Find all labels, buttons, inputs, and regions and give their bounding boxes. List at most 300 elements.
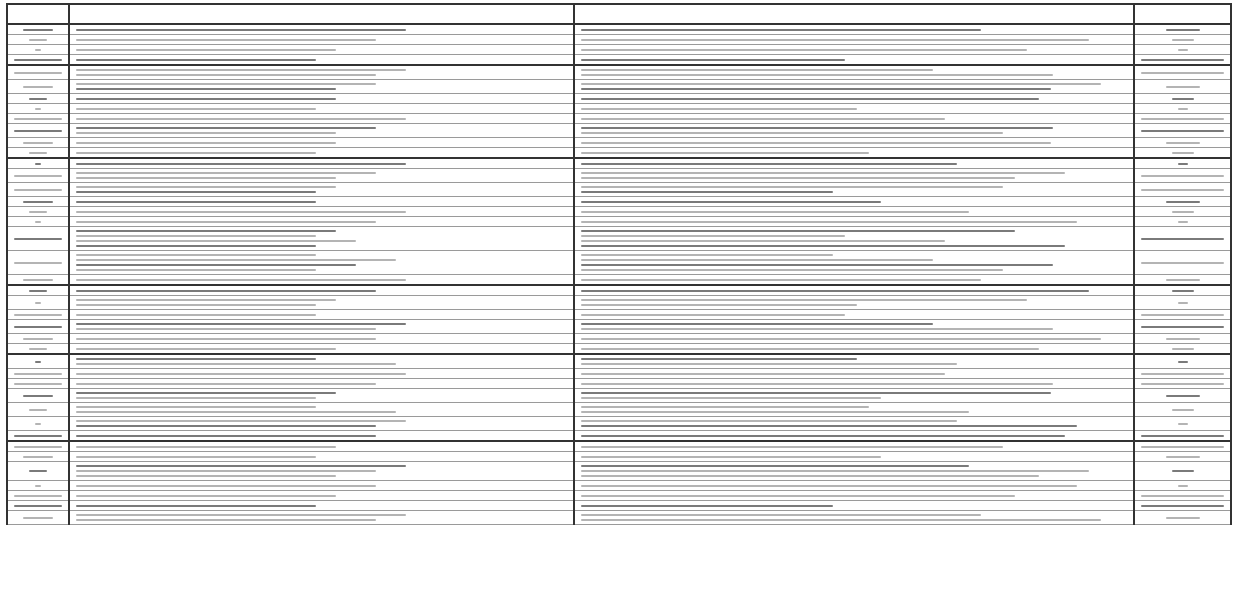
illegible-text-stroke xyxy=(29,39,47,41)
illegible-text-stroke xyxy=(14,175,62,177)
cell-code xyxy=(7,389,69,403)
illegible-text-stroke xyxy=(23,338,53,340)
cell-code xyxy=(7,275,69,286)
illegible-text-stroke xyxy=(581,514,981,516)
illegible-text-stroke xyxy=(581,397,881,399)
illegible-text-stroke xyxy=(76,245,316,247)
table-row xyxy=(7,169,1231,183)
cell-description xyxy=(69,452,574,462)
illegible-text-stroke xyxy=(76,69,406,71)
cell-description xyxy=(69,296,574,310)
illegible-text-stroke xyxy=(23,395,53,397)
cell-description xyxy=(69,169,574,183)
table-body xyxy=(7,24,1231,525)
cell-code xyxy=(7,251,69,275)
illegible-text-stroke xyxy=(581,495,1015,497)
cell-notes xyxy=(574,55,1134,66)
table-row xyxy=(7,344,1231,355)
illegible-text-stroke xyxy=(35,221,41,223)
cell-value xyxy=(1134,114,1231,124)
cell-value xyxy=(1134,275,1231,286)
cell-code xyxy=(7,310,69,320)
table-row xyxy=(7,24,1231,35)
illegible-text-stroke xyxy=(76,470,376,472)
illegible-text-stroke xyxy=(14,314,62,316)
illegible-text-stroke xyxy=(581,132,1003,134)
illegible-text-stroke xyxy=(76,211,406,213)
cell-code xyxy=(7,158,69,169)
illegible-text-stroke xyxy=(581,470,1089,472)
illegible-text-stroke xyxy=(76,495,336,497)
illegible-text-stroke xyxy=(76,435,376,437)
illegible-text-stroke xyxy=(1141,314,1224,316)
cell-code xyxy=(7,94,69,104)
cell-notes xyxy=(574,462,1134,481)
cell-code xyxy=(7,104,69,114)
table-row xyxy=(7,138,1231,148)
illegible-text-stroke xyxy=(581,279,981,281)
cell-notes xyxy=(574,197,1134,207)
illegible-text-stroke xyxy=(581,314,845,316)
cell-value xyxy=(1134,334,1231,344)
table-row xyxy=(7,227,1231,251)
table-row xyxy=(7,379,1231,389)
table-row xyxy=(7,310,1231,320)
illegible-text-stroke xyxy=(1141,495,1224,497)
cell-code xyxy=(7,35,69,45)
illegible-text-stroke xyxy=(29,152,47,154)
cell-value xyxy=(1134,138,1231,148)
illegible-text-stroke xyxy=(76,425,376,427)
cell-description xyxy=(69,275,574,286)
illegible-text-stroke xyxy=(76,127,376,129)
illegible-text-stroke xyxy=(1166,456,1200,458)
illegible-text-stroke xyxy=(1141,238,1224,240)
cell-description xyxy=(69,431,574,442)
illegible-text-stroke xyxy=(76,132,336,134)
cell-notes xyxy=(574,158,1134,169)
cell-description xyxy=(69,104,574,114)
cell-value xyxy=(1134,227,1231,251)
illegible-text-stroke xyxy=(23,456,53,458)
cell-value xyxy=(1134,251,1231,275)
cell-code xyxy=(7,80,69,94)
table-row xyxy=(7,389,1231,403)
illegible-text-stroke xyxy=(76,191,316,193)
cell-code xyxy=(7,441,69,452)
cell-notes xyxy=(574,227,1134,251)
cell-value xyxy=(1134,403,1231,417)
cell-value xyxy=(1134,354,1231,369)
cell-value xyxy=(1134,158,1231,169)
illegible-text-stroke xyxy=(581,299,1027,301)
cell-description xyxy=(69,389,574,403)
illegible-text-stroke xyxy=(29,98,47,100)
table-row xyxy=(7,197,1231,207)
illegible-text-stroke xyxy=(581,323,933,325)
data-table xyxy=(6,3,1232,525)
illegible-text-stroke xyxy=(76,373,406,375)
illegible-text-stroke xyxy=(14,383,62,385)
illegible-text-stroke xyxy=(76,172,376,174)
cell-description xyxy=(69,501,574,511)
illegible-text-stroke xyxy=(14,326,62,328)
illegible-text-stroke xyxy=(23,29,53,31)
cell-code xyxy=(7,207,69,217)
illegible-text-stroke xyxy=(1172,470,1194,472)
table-row xyxy=(7,124,1231,138)
cell-notes xyxy=(574,389,1134,403)
cell-value xyxy=(1134,169,1231,183)
illegible-text-stroke xyxy=(581,69,933,71)
illegible-text-stroke xyxy=(76,118,406,120)
illegible-text-stroke xyxy=(581,201,881,203)
cell-notes xyxy=(574,217,1134,227)
illegible-text-stroke xyxy=(76,39,376,41)
cell-value xyxy=(1134,379,1231,389)
illegible-text-stroke xyxy=(1172,98,1194,100)
cell-notes xyxy=(574,417,1134,431)
illegible-text-stroke xyxy=(76,163,406,165)
illegible-text-stroke xyxy=(581,328,1053,330)
cell-code xyxy=(7,481,69,491)
cell-code xyxy=(7,334,69,344)
illegible-text-stroke xyxy=(1141,189,1224,191)
cell-description xyxy=(69,251,574,275)
illegible-text-stroke xyxy=(76,254,316,256)
illegible-text-stroke xyxy=(76,475,336,477)
illegible-text-stroke xyxy=(76,83,376,85)
cell-value xyxy=(1134,148,1231,159)
illegible-text-stroke xyxy=(581,348,1039,350)
cell-code xyxy=(7,45,69,55)
illegible-text-stroke xyxy=(76,514,406,516)
illegible-text-stroke xyxy=(14,118,62,120)
illegible-text-stroke xyxy=(76,88,336,90)
illegible-text-stroke xyxy=(1172,39,1194,41)
cell-description xyxy=(69,197,574,207)
cell-code xyxy=(7,320,69,334)
cell-code xyxy=(7,114,69,124)
illegible-text-stroke xyxy=(581,269,1003,271)
illegible-text-stroke xyxy=(1178,221,1188,223)
illegible-text-stroke xyxy=(76,519,376,521)
cell-description xyxy=(69,183,574,197)
cell-code xyxy=(7,379,69,389)
illegible-text-stroke xyxy=(581,338,1101,340)
illegible-text-stroke xyxy=(35,108,41,110)
illegible-text-stroke xyxy=(1166,517,1200,519)
cell-notes xyxy=(574,35,1134,45)
illegible-text-stroke xyxy=(76,304,316,306)
illegible-text-stroke xyxy=(29,348,47,350)
illegible-text-stroke xyxy=(1141,383,1224,385)
cell-notes xyxy=(574,344,1134,355)
cell-value xyxy=(1134,296,1231,310)
cell-code xyxy=(7,501,69,511)
table-row xyxy=(7,275,1231,286)
illegible-text-stroke xyxy=(581,505,833,507)
table-row xyxy=(7,148,1231,159)
illegible-text-stroke xyxy=(581,245,1065,247)
illegible-text-stroke xyxy=(581,230,1015,232)
cell-value xyxy=(1134,389,1231,403)
illegible-text-stroke xyxy=(581,358,857,360)
table-row xyxy=(7,296,1231,310)
table-row xyxy=(7,462,1231,481)
cell-value xyxy=(1134,124,1231,138)
illegible-text-stroke xyxy=(1141,435,1224,437)
illegible-text-stroke xyxy=(581,108,857,110)
illegible-text-stroke xyxy=(1172,152,1194,154)
cell-value xyxy=(1134,491,1231,501)
illegible-text-stroke xyxy=(14,72,62,74)
cell-notes xyxy=(574,148,1134,159)
cell-notes xyxy=(574,94,1134,104)
illegible-text-stroke xyxy=(581,172,1065,174)
table-row xyxy=(7,481,1231,491)
cell-description xyxy=(69,148,574,159)
cell-description xyxy=(69,481,574,491)
cell-value xyxy=(1134,285,1231,296)
illegible-text-stroke xyxy=(76,323,406,325)
cell-notes xyxy=(574,65,1134,80)
cell-description xyxy=(69,403,574,417)
table-row xyxy=(7,251,1231,275)
illegible-text-stroke xyxy=(23,86,53,88)
cell-value xyxy=(1134,104,1231,114)
illegible-text-stroke xyxy=(35,423,41,425)
cell-notes xyxy=(574,334,1134,344)
illegible-text-stroke xyxy=(1141,505,1224,507)
illegible-text-stroke xyxy=(76,383,376,385)
illegible-text-stroke xyxy=(1178,423,1188,425)
cell-description xyxy=(69,114,574,124)
table-row xyxy=(7,491,1231,501)
cell-code xyxy=(7,344,69,355)
table-row xyxy=(7,114,1231,124)
illegible-text-stroke xyxy=(76,338,376,340)
table-row xyxy=(7,511,1231,525)
illegible-text-stroke xyxy=(581,186,1003,188)
cell-notes xyxy=(574,275,1134,286)
illegible-text-stroke xyxy=(76,505,316,507)
illegible-text-stroke xyxy=(76,314,316,316)
cell-code xyxy=(7,65,69,80)
illegible-text-stroke xyxy=(1178,485,1188,487)
illegible-text-stroke xyxy=(1166,142,1200,144)
cell-notes xyxy=(574,45,1134,55)
illegible-text-stroke xyxy=(14,446,62,448)
illegible-text-stroke xyxy=(581,152,869,154)
illegible-text-stroke xyxy=(581,406,869,408)
illegible-text-stroke xyxy=(14,373,62,375)
cell-description xyxy=(69,441,574,452)
cell-code xyxy=(7,227,69,251)
cell-notes xyxy=(574,320,1134,334)
cell-code xyxy=(7,285,69,296)
cell-code xyxy=(7,138,69,148)
illegible-text-stroke xyxy=(581,373,945,375)
illegible-text-stroke xyxy=(1178,302,1188,304)
cell-description xyxy=(69,94,574,104)
cell-code xyxy=(7,462,69,481)
illegible-text-stroke xyxy=(76,177,336,179)
cell-value xyxy=(1134,80,1231,94)
illegible-text-stroke xyxy=(581,435,1065,437)
illegible-text-stroke xyxy=(76,279,406,281)
illegible-text-stroke xyxy=(1166,338,1200,340)
illegible-text-stroke xyxy=(76,456,316,458)
illegible-text-stroke xyxy=(76,230,336,232)
table-row xyxy=(7,452,1231,462)
illegible-text-stroke xyxy=(23,142,53,144)
illegible-text-stroke xyxy=(581,363,957,365)
table-row xyxy=(7,354,1231,369)
cell-notes xyxy=(574,431,1134,442)
illegible-text-stroke xyxy=(14,130,62,132)
illegible-text-stroke xyxy=(581,142,1051,144)
illegible-text-stroke xyxy=(76,29,406,31)
illegible-text-stroke xyxy=(76,240,356,242)
illegible-text-stroke xyxy=(581,240,945,242)
cell-notes xyxy=(574,296,1134,310)
cell-description xyxy=(69,227,574,251)
illegible-text-stroke xyxy=(76,299,336,301)
cell-code xyxy=(7,296,69,310)
illegible-text-stroke xyxy=(581,29,981,31)
cell-notes xyxy=(574,183,1134,197)
illegible-text-stroke xyxy=(76,108,316,110)
table-row xyxy=(7,285,1231,296)
cell-notes xyxy=(574,481,1134,491)
cell-notes xyxy=(574,169,1134,183)
illegible-text-stroke xyxy=(581,383,1053,385)
cell-code xyxy=(7,511,69,525)
illegible-text-stroke xyxy=(76,74,376,76)
illegible-text-stroke xyxy=(581,177,1015,179)
illegible-text-stroke xyxy=(1141,262,1224,264)
cell-value xyxy=(1134,462,1231,481)
table-row xyxy=(7,45,1231,55)
cell-description xyxy=(69,207,574,217)
cell-value xyxy=(1134,431,1231,442)
illegible-text-stroke xyxy=(76,446,336,448)
cell-code xyxy=(7,491,69,501)
illegible-text-stroke xyxy=(1172,211,1194,213)
cell-notes xyxy=(574,441,1134,452)
header-notes xyxy=(574,4,1134,24)
illegible-text-stroke xyxy=(29,211,47,213)
cell-description xyxy=(69,124,574,138)
cell-code xyxy=(7,169,69,183)
illegible-text-stroke xyxy=(76,59,316,61)
illegible-text-stroke xyxy=(1166,86,1200,88)
illegible-text-stroke xyxy=(35,361,41,363)
illegible-text-stroke xyxy=(35,485,41,487)
table-row xyxy=(7,158,1231,169)
illegible-text-stroke xyxy=(76,259,396,261)
cell-description xyxy=(69,379,574,389)
illegible-text-stroke xyxy=(14,495,62,497)
cell-value xyxy=(1134,35,1231,45)
illegible-text-stroke xyxy=(581,59,845,61)
cell-notes xyxy=(574,207,1134,217)
table-row xyxy=(7,369,1231,379)
illegible-text-stroke xyxy=(1178,49,1188,51)
illegible-text-stroke xyxy=(76,406,316,408)
illegible-text-stroke xyxy=(581,221,1077,223)
illegible-text-stroke xyxy=(14,59,62,61)
illegible-text-stroke xyxy=(581,254,833,256)
illegible-text-stroke xyxy=(581,235,845,237)
illegible-text-stroke xyxy=(581,411,969,413)
cell-description xyxy=(69,310,574,320)
illegible-text-stroke xyxy=(14,505,62,507)
cell-notes xyxy=(574,80,1134,94)
illegible-text-stroke xyxy=(76,98,336,100)
illegible-text-stroke xyxy=(76,465,406,467)
cell-notes xyxy=(574,24,1134,35)
table-row xyxy=(7,35,1231,45)
table-header xyxy=(7,4,1231,24)
table-row xyxy=(7,183,1231,197)
illegible-text-stroke xyxy=(1141,59,1224,61)
illegible-text-stroke xyxy=(35,49,41,51)
cell-notes xyxy=(574,369,1134,379)
illegible-text-stroke xyxy=(76,142,336,144)
illegible-text-stroke xyxy=(581,485,1077,487)
illegible-text-stroke xyxy=(76,358,316,360)
header-row xyxy=(7,4,1231,24)
illegible-text-stroke xyxy=(1166,201,1200,203)
cell-description xyxy=(69,417,574,431)
illegible-text-stroke xyxy=(29,470,47,472)
illegible-text-stroke xyxy=(581,88,1051,90)
illegible-text-stroke xyxy=(76,186,336,188)
cell-value xyxy=(1134,197,1231,207)
illegible-text-stroke xyxy=(581,456,881,458)
cell-value xyxy=(1134,452,1231,462)
illegible-text-stroke xyxy=(581,83,1101,85)
cell-notes xyxy=(574,452,1134,462)
cell-description xyxy=(69,24,574,35)
cell-notes xyxy=(574,501,1134,511)
illegible-text-stroke xyxy=(581,446,1003,448)
cell-code xyxy=(7,55,69,66)
illegible-text-stroke xyxy=(76,201,316,203)
illegible-text-stroke xyxy=(581,49,1027,51)
illegible-text-stroke xyxy=(76,49,336,51)
cell-code xyxy=(7,24,69,35)
illegible-text-stroke xyxy=(581,259,933,261)
illegible-text-stroke xyxy=(76,290,376,292)
illegible-text-stroke xyxy=(581,163,957,165)
cell-value xyxy=(1134,369,1231,379)
cell-description xyxy=(69,45,574,55)
cell-code xyxy=(7,403,69,417)
cell-notes xyxy=(574,511,1134,525)
illegible-text-stroke xyxy=(1166,395,1200,397)
cell-value xyxy=(1134,55,1231,66)
header-code xyxy=(7,4,69,24)
illegible-text-stroke xyxy=(1141,175,1224,177)
illegible-text-stroke xyxy=(35,163,41,165)
header-description xyxy=(69,4,574,24)
cell-code xyxy=(7,197,69,207)
cell-notes xyxy=(574,138,1134,148)
cell-notes xyxy=(574,403,1134,417)
